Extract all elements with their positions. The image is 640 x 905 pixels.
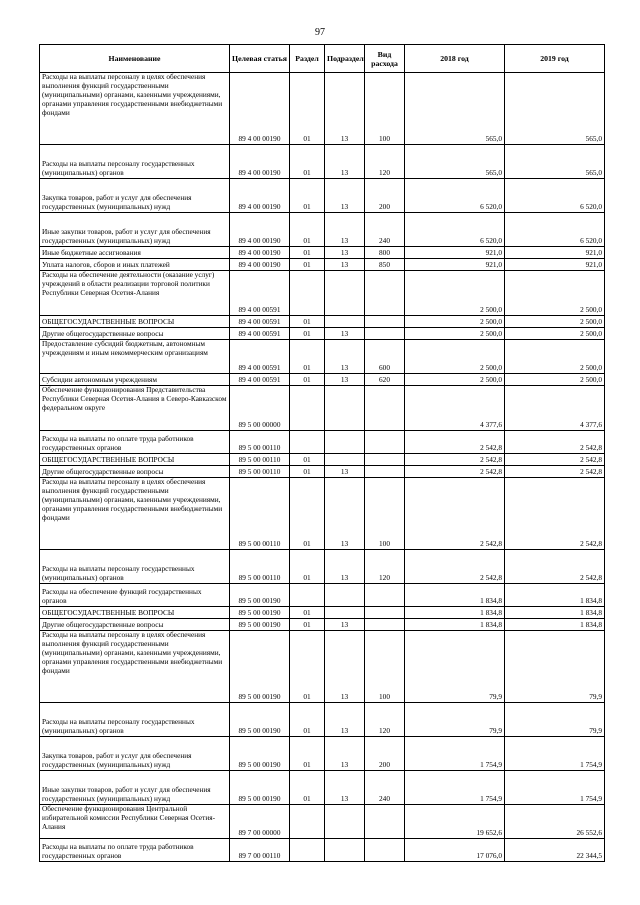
row-expense-type — [365, 271, 405, 316]
row-subsection: 13 — [325, 340, 365, 374]
row-2019: 1 834,8 — [505, 619, 605, 631]
table-body — [40, 73, 605, 862]
row-2018: 1 834,8 — [405, 584, 505, 607]
table-row — [40, 703, 605, 737]
row-expense-type — [365, 584, 405, 607]
table-row — [40, 454, 605, 466]
row-expense-type — [365, 607, 405, 619]
row-section: 01 — [290, 247, 325, 259]
row-name: Иные бюджетные ассигнования — [40, 247, 230, 259]
row-2019: 1 754,9 — [505, 771, 605, 805]
table-row — [40, 179, 605, 213]
row-2018: 921,0 — [405, 247, 505, 259]
row-2018: 565,0 — [405, 73, 505, 145]
row-subsection — [325, 454, 365, 466]
table-row — [40, 145, 605, 179]
table-row — [40, 259, 605, 271]
row-name: Расходы на выплаты персоналу в целях обеспечения выполнения функций государственными (муниципальными) органами, казенными учреждениями, органами управления государственными внебюджетными фондами — [40, 478, 230, 550]
row-section: 01 — [290, 374, 325, 386]
row-target: 89 4 00 00591 — [230, 271, 290, 316]
row-2019: 565,0 — [505, 145, 605, 179]
row-subsection — [325, 431, 365, 454]
row-name: Субсидии автономным учреждениям — [40, 374, 230, 386]
row-expense-type: 200 — [365, 737, 405, 771]
row-target: 89 7 00 00000 — [230, 805, 290, 839]
row-expense-type: 800 — [365, 247, 405, 259]
row-name: Расходы на выплаты по оплате труда работников государственных органов — [40, 431, 230, 454]
row-expense-type — [365, 431, 405, 454]
row-section: 01 — [290, 703, 325, 737]
row-target: 89 4 00 00591 — [230, 328, 290, 340]
row-name: Иные закупки товаров, работ и услуг для обеспечения государственных (муниципальных) нужд — [40, 771, 230, 805]
row-section — [290, 805, 325, 839]
row-subsection: 13 — [325, 771, 365, 805]
header-target: Целевая статья — [230, 45, 290, 73]
row-target: 89 4 00 00190 — [230, 73, 290, 145]
header-section: Раздел — [290, 45, 325, 73]
row-expense-type: 120 — [365, 550, 405, 584]
header-name: Наименование — [40, 45, 230, 73]
row-section: 01 — [290, 607, 325, 619]
row-target: 89 7 00 00110 — [230, 839, 290, 862]
row-2018: 921,0 — [405, 259, 505, 271]
row-name: Расходы на выплаты персоналу государственных (муниципальных) органов — [40, 550, 230, 584]
row-2018: 4 377,6 — [405, 386, 505, 431]
row-2018: 79,9 — [405, 703, 505, 737]
row-target: 89 4 00 00190 — [230, 145, 290, 179]
row-2018: 2 500,0 — [405, 271, 505, 316]
row-2019: 2 542,8 — [505, 466, 605, 478]
row-expense-type: 100 — [365, 73, 405, 145]
row-target: 89 5 00 00190 — [230, 703, 290, 737]
row-2018: 2 542,8 — [405, 431, 505, 454]
row-target: 89 5 00 00110 — [230, 550, 290, 584]
row-name: Закупка товаров, работ и услуг для обеспечения государственных (муниципальных) нужд — [40, 737, 230, 771]
row-section: 01 — [290, 328, 325, 340]
row-subsection: 13 — [325, 374, 365, 386]
row-section — [290, 431, 325, 454]
row-section: 01 — [290, 478, 325, 550]
row-name: Другие общегосударственные вопросы — [40, 619, 230, 631]
table-row — [40, 213, 605, 247]
table-row — [40, 316, 605, 328]
row-2018: 19 652,6 — [405, 805, 505, 839]
row-name: Расходы на обеспечение функций государственных органов — [40, 584, 230, 607]
table-row — [40, 478, 605, 550]
table-row — [40, 466, 605, 478]
row-section: 01 — [290, 771, 325, 805]
row-2018: 2 500,0 — [405, 374, 505, 386]
row-2019: 6 520,0 — [505, 179, 605, 213]
row-2019: 2 542,8 — [505, 478, 605, 550]
row-section: 01 — [290, 145, 325, 179]
row-subsection: 13 — [325, 179, 365, 213]
row-section: 01 — [290, 737, 325, 771]
row-target: 89 5 00 00000 — [230, 386, 290, 431]
row-target: 89 5 00 00110 — [230, 478, 290, 550]
table-header-row — [40, 45, 605, 73]
row-expense-type — [365, 619, 405, 631]
row-expense-type: 240 — [365, 771, 405, 805]
row-target: 89 4 00 00190 — [230, 247, 290, 259]
row-expense-type — [365, 454, 405, 466]
row-name: Расходы на выплаты по оплате труда работников государственных органов — [40, 839, 230, 862]
row-subsection — [325, 316, 365, 328]
row-section: 01 — [290, 259, 325, 271]
row-target: 89 4 00 00190 — [230, 179, 290, 213]
row-expense-type: 120 — [365, 703, 405, 737]
row-name: Расходы на выплаты персоналу государственных (муниципальных) органов — [40, 703, 230, 737]
row-section: 01 — [290, 466, 325, 478]
table-row — [40, 73, 605, 145]
table-row — [40, 805, 605, 839]
row-2019: 1 754,9 — [505, 737, 605, 771]
row-expense-type — [365, 328, 405, 340]
row-2019: 26 552,6 — [505, 805, 605, 839]
row-section: 01 — [290, 550, 325, 584]
row-name: Расходы на выплаты персоналу государственных (муниципальных) органов — [40, 145, 230, 179]
row-subsection: 13 — [325, 737, 365, 771]
row-name: Расходы на выплаты персоналу в целях обеспечения выполнения функций государственными (муниципальными) органами, казенными учреждениями, органами управления государственными внебюджетными фондами — [40, 631, 230, 703]
row-2018: 2 500,0 — [405, 340, 505, 374]
row-2019: 2 500,0 — [505, 340, 605, 374]
row-2018: 2 500,0 — [405, 328, 505, 340]
row-target: 89 4 00 00190 — [230, 213, 290, 247]
row-subsection: 13 — [325, 703, 365, 737]
table-row — [40, 631, 605, 703]
row-name: Уплата налогов, сборов и иных платежей — [40, 259, 230, 271]
table-row — [40, 386, 605, 431]
row-2019: 921,0 — [505, 259, 605, 271]
row-name: ОБЩЕГОСУДАРСТВЕННЫЕ ВОПРОСЫ — [40, 454, 230, 466]
row-2018: 17 076,0 — [405, 839, 505, 862]
row-2019: 4 377,6 — [505, 386, 605, 431]
row-subsection: 13 — [325, 247, 365, 259]
row-target: 89 4 00 00591 — [230, 374, 290, 386]
table-row — [40, 737, 605, 771]
row-2019: 1 834,8 — [505, 607, 605, 619]
table-row — [40, 607, 605, 619]
table-row — [40, 374, 605, 386]
table-row — [40, 550, 605, 584]
row-section: 01 — [290, 316, 325, 328]
table-row — [40, 839, 605, 862]
row-target: 89 5 00 00190 — [230, 584, 290, 607]
row-expense-type: 120 — [365, 145, 405, 179]
row-2019: 2 542,8 — [505, 431, 605, 454]
row-2019: 1 834,8 — [505, 584, 605, 607]
row-expense-type — [365, 316, 405, 328]
row-2019: 22 344,5 — [505, 839, 605, 862]
row-subsection: 13 — [325, 328, 365, 340]
table-row — [40, 431, 605, 454]
row-expense-type — [365, 466, 405, 478]
row-2019: 2 500,0 — [505, 316, 605, 328]
row-name: Другие общегосударственные вопросы — [40, 466, 230, 478]
table-row — [40, 271, 605, 316]
row-2019: 79,9 — [505, 631, 605, 703]
row-2018: 1 834,8 — [405, 619, 505, 631]
row-2019: 565,0 — [505, 73, 605, 145]
row-2018: 79,9 — [405, 631, 505, 703]
table-row — [40, 771, 605, 805]
row-2019: 79,9 — [505, 703, 605, 737]
row-name: Иные закупки товаров, работ и услуг для обеспечения государственных (муниципальных) нужд — [40, 213, 230, 247]
row-expense-type: 620 — [365, 374, 405, 386]
row-subsection — [325, 805, 365, 839]
row-2018: 2 542,8 — [405, 466, 505, 478]
row-section: 01 — [290, 340, 325, 374]
row-name: ОБЩЕГОСУДАРСТВЕННЫЕ ВОПРОСЫ — [40, 607, 230, 619]
row-expense-type — [365, 386, 405, 431]
row-subsection — [325, 271, 365, 316]
table-row — [40, 584, 605, 607]
row-subsection: 13 — [325, 550, 365, 584]
row-expense-type: 100 — [365, 478, 405, 550]
row-name: Предоставление субсидий бюджетным, автономным учреждениям и иным некоммерческим организациям — [40, 340, 230, 374]
row-name: Расходы на обеспечение деятельности (оказание услуг) учреждений в области реализации торговой политики Республики Северная Осетия-Алания — [40, 271, 230, 316]
row-2018: 6 520,0 — [405, 213, 505, 247]
row-target: 89 5 00 00110 — [230, 431, 290, 454]
row-name: Обеспечение функционирования Центральной избирательной комиссии Республики Северная Осетия-Алания — [40, 805, 230, 839]
row-2019: 2 500,0 — [505, 328, 605, 340]
row-2019: 2 542,8 — [505, 550, 605, 584]
row-subsection — [325, 607, 365, 619]
row-subsection — [325, 386, 365, 431]
row-subsection: 13 — [325, 259, 365, 271]
row-expense-type: 100 — [365, 631, 405, 703]
row-name: Расходы на выплаты персоналу в целях обеспечения выполнения функций государственными (муниципальными) органами, казенными учреждениями, органами управления государственными внебюджетными фондами — [40, 73, 230, 145]
row-subsection — [325, 584, 365, 607]
row-section: 01 — [290, 454, 325, 466]
row-name: Закупка товаров, работ и услуг для обеспечения государственных (муниципальных) нужд — [40, 179, 230, 213]
budget-table — [39, 44, 605, 862]
page-number: 97 — [315, 27, 325, 38]
header-2019: 2019 год — [505, 45, 605, 73]
row-2018: 1 754,9 — [405, 737, 505, 771]
row-target: 89 5 00 00190 — [230, 619, 290, 631]
row-expense-type: 850 — [365, 259, 405, 271]
row-2018: 6 520,0 — [405, 179, 505, 213]
row-2018: 2 542,8 — [405, 550, 505, 584]
row-2019: 2 500,0 — [505, 271, 605, 316]
header-2018: 2018 год — [405, 45, 505, 73]
table-row — [40, 340, 605, 374]
row-2018: 1 834,8 — [405, 607, 505, 619]
row-2019: 921,0 — [505, 247, 605, 259]
row-section: 01 — [290, 179, 325, 213]
row-section — [290, 839, 325, 862]
row-name: ОБЩЕГОСУДАРСТВЕННЫЕ ВОПРОСЫ — [40, 316, 230, 328]
row-target: 89 5 00 00190 — [230, 771, 290, 805]
row-name: Другие общегосударственные вопросы — [40, 328, 230, 340]
row-2018: 1 754,9 — [405, 771, 505, 805]
row-expense-type: 200 — [365, 179, 405, 213]
row-2018: 2 542,8 — [405, 454, 505, 466]
row-expense-type: 240 — [365, 213, 405, 247]
row-2018: 2 542,8 — [405, 478, 505, 550]
header-expense-type: Вид расхода — [365, 45, 405, 73]
row-subsection: 13 — [325, 631, 365, 703]
row-target: 89 4 00 00190 — [230, 259, 290, 271]
row-2018: 565,0 — [405, 145, 505, 179]
row-2019: 2 500,0 — [505, 374, 605, 386]
row-subsection: 13 — [325, 619, 365, 631]
row-2018: 2 500,0 — [405, 316, 505, 328]
row-name: Обеспечение функционирования Представительства Республики Северная Осетия-Алания в Северо-Кавказском федеральном округе — [40, 386, 230, 431]
row-subsection: 13 — [325, 478, 365, 550]
row-target: 89 5 00 00190 — [230, 631, 290, 703]
row-target: 89 5 00 00110 — [230, 454, 290, 466]
row-section: 01 — [290, 213, 325, 247]
row-section: 01 — [290, 619, 325, 631]
row-subsection: 13 — [325, 466, 365, 478]
row-section — [290, 271, 325, 316]
row-target: 89 4 00 00591 — [230, 316, 290, 328]
table-row — [40, 328, 605, 340]
row-2019: 2 542,8 — [505, 454, 605, 466]
row-subsection — [325, 839, 365, 862]
row-target: 89 5 00 00190 — [230, 737, 290, 771]
row-section: 01 — [290, 73, 325, 145]
row-section — [290, 386, 325, 431]
row-subsection: 13 — [325, 145, 365, 179]
row-section: 01 — [290, 631, 325, 703]
row-target: 89 5 00 00110 — [230, 466, 290, 478]
row-2019: 6 520,0 — [505, 213, 605, 247]
row-target: 89 4 00 00591 — [230, 340, 290, 374]
row-section — [290, 584, 325, 607]
row-subsection: 13 — [325, 213, 365, 247]
row-subsection: 13 — [325, 73, 365, 145]
row-expense-type — [365, 805, 405, 839]
row-expense-type: 600 — [365, 340, 405, 374]
row-target: 89 5 00 00190 — [230, 607, 290, 619]
table-row — [40, 619, 605, 631]
row-expense-type — [365, 839, 405, 862]
table-row — [40, 247, 605, 259]
header-subsection: Подраздел — [325, 45, 365, 73]
